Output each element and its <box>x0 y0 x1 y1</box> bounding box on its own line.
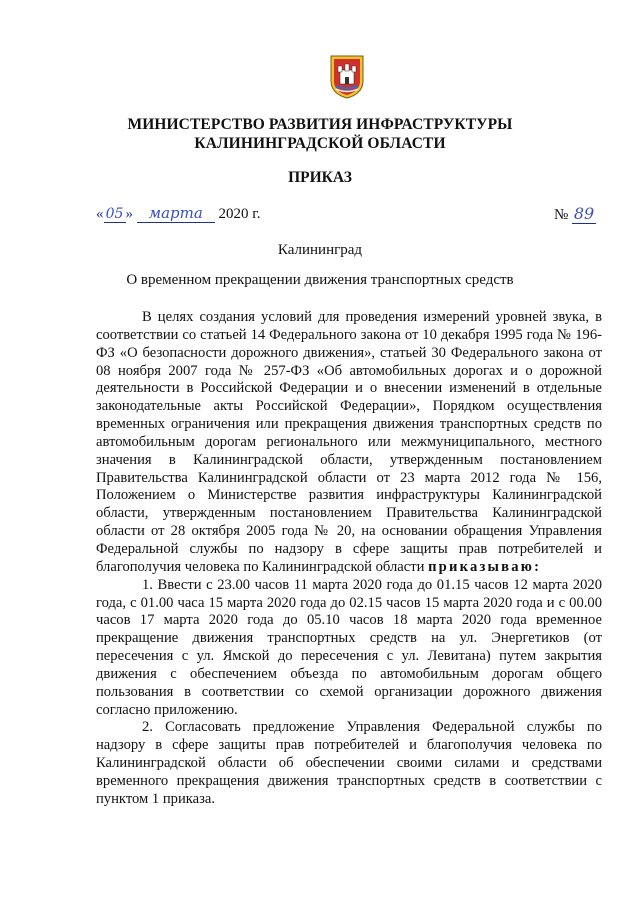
city-name: Калининград <box>277 242 363 258</box>
document-type: ПРИКАЗ <box>288 169 352 186</box>
ministry-title <box>0 115 640 153</box>
date-close-quote: » <box>125 206 133 222</box>
document-body <box>96 309 602 809</box>
body-item-2: 2. Согласовать предложение Управления Федеральной службы по надзору в сфере защиты прав потребителей и благополучия человека по Калининградской области об обеспечении своими силами и средствами временного прекращения движения транспортных средств в соответствии с пунктом 1 приказа. <box>96 719 602 807</box>
document-number <box>554 204 596 224</box>
date-year: 2020 г. <box>218 206 261 222</box>
document-subject: О временном прекращении движения транспортных средств <box>126 272 514 288</box>
ministry-title-line1: МИНИСТЕРСТВО РАЗВИТИЯ ИНФРАСТРУКТУРЫ <box>127 116 513 133</box>
coat-of-arms-icon <box>330 55 364 99</box>
date-month-handwritten: марта <box>137 204 215 223</box>
date-open-quote: « <box>96 206 104 222</box>
number-label: № <box>553 207 569 223</box>
number-handwritten: 89 <box>573 204 595 223</box>
body-item-1: 1. Ввести с 23.00 часов 11 марта 2020 года до 01.15 часов 12 марта 2020 года, с 01.00 часа 15 марта 2020 года до 02.15 часов 15 марта 2020 года и с 00.00 часов 17 марта 2020 года до 05.10 часов 18 марта 2020 года временное прекращение движения транспортных средств на ул. Энергетиков (от пересечения с ул. Ямской до пересечения с ул. Левитана) путем закрытия движения с обеспечением объезда по автомобильным дорогам общего пользования в соответствии со схемой организации дорожного движения согласно приложению. <box>96 576 602 718</box>
body-intro-paragraph <box>96 309 602 577</box>
date-day-handwritten: 05 <box>104 206 126 223</box>
date-number-row <box>96 200 596 226</box>
ministry-title-line2: КАЛИНИНГРАДСКОЙ ОБЛАСТИ <box>194 135 446 152</box>
body-intro-text: В целях создания условий для проведения измерений уровней звука, в соответствии со статьей 14 Федерального закона от 10 декабря 1995 года № 196-ФЗ «О безопасности дорожного движения», статьей 30 Федерального закона от 08 ноября 2007 года № 257-ФЗ «Об автомобильных дорогах и о дорожной деятельности в Российской Федерации и о внесении изменений в отдельные законодательные акты Российской Федерации», Порядком осуществления временных ограничения или прекращения движения транспортных средств по автомобильным дорогам регионального или межмуниципального, местного значения в Калининградской области, утвержденным постановлением Правительства Калининградской области от 23 марта 2012 года № 156, Положением о Министерстве развития инфраструктуры Калининградской области, утвержденным постановлением Правительства Калининградской области от 28 октября 2005 года № 20, на основании обращения Управления Федеральной службы по надзору в сфере защиты прав потребителей и благополучия человека по Калининградской области <box>96 309 602 575</box>
document-date <box>96 204 260 223</box>
decree-word: приказываю: <box>428 558 542 575</box>
